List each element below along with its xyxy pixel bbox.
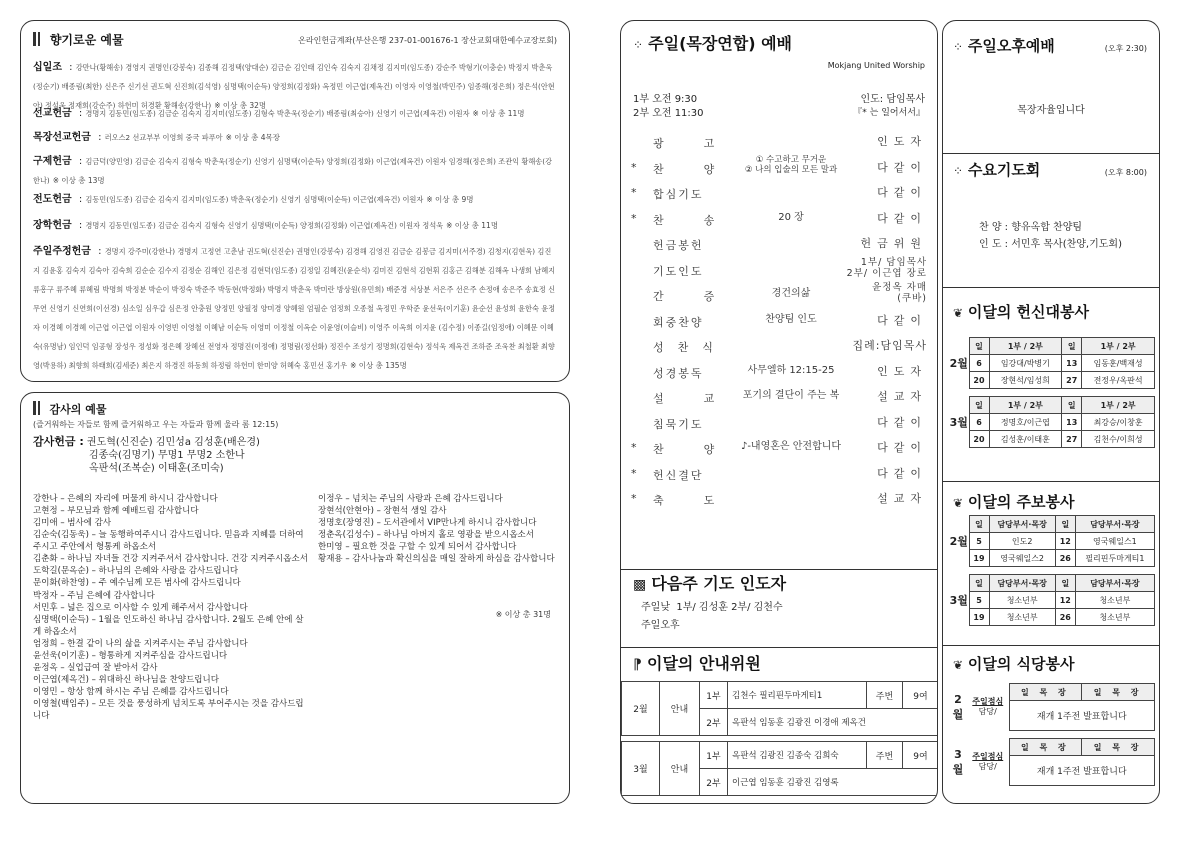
table-cell: 임동훈/백재성 — [1082, 355, 1155, 372]
offering-row-colon: : — [75, 194, 86, 205]
offering-row-names: 러오스2 선교부부 이영희 중국 파푸아 — [104, 133, 223, 142]
thanks-item: 김순숙(김동욱) – 늘 동행하여주시니 감사드립니다. 믿음과 지혜를 더하여 주시고 주안에서 형통케 하옵소서 — [33, 530, 304, 553]
worship-item-leader: 설교자 — [877, 390, 927, 403]
dedication-title-wrap — [953, 301, 1089, 322]
worship-item-detail: 포기의 결단이 주는 복 — [742, 390, 840, 401]
table-row — [949, 592, 1155, 609]
table-header-row — [949, 684, 1155, 701]
table-cell: 김성훈/이태훈 — [989, 431, 1062, 448]
table-gap-cell — [949, 389, 1155, 397]
month-cell: 2월 — [952, 692, 964, 721]
afternoon-time: (오후 2:30) — [1104, 44, 1147, 53]
bulletin-table — [949, 515, 1155, 626]
thanks-subtitle: (즐거워하는 자들로 함께 즐거워하고 우는 자들과 함께 울라 롬 12:15) — [33, 420, 279, 429]
offering-account: 온라인헌금계좌(부산은행 237-01-001676-1 장산교회대한예수교장로회) — [298, 36, 557, 45]
guide-row — [622, 682, 939, 709]
table-cell: 전정우/옥판석 — [1082, 372, 1155, 389]
worship-item-name: 찬양 — [653, 162, 755, 176]
worship-item-name: 설교 — [653, 392, 755, 405]
table-gap-cell — [949, 567, 1155, 575]
thanks-item: 도학길(문옥순) – 하나님의 은혜와 사랑을 감사드립니다 — [33, 566, 239, 577]
table-header: 담당부서·목장 — [1075, 575, 1154, 592]
offering-row-colon: : — [75, 108, 86, 119]
offering-row-label: 목장선교헌금 — [33, 132, 91, 143]
table-row — [949, 414, 1155, 431]
diamond-icon: ⁘ — [633, 38, 644, 52]
offering-row — [33, 101, 557, 120]
thanks-item: 윤정옥 – 실업급여 잘 받아서 감사 — [33, 662, 158, 673]
offering-row-colon: : — [94, 132, 105, 143]
table-cell: 영국웨일스2 — [989, 550, 1055, 567]
cafeteria-label-main: 주일점심 — [972, 696, 1004, 706]
worship-item-leader: 다같이 — [877, 211, 927, 225]
worship-item-name: 침묵기도 — [653, 417, 704, 431]
table-header: 일 — [1055, 516, 1075, 533]
nextweek-r2-label: 주일오후 — [641, 620, 680, 631]
worship-item-star: * — [631, 441, 637, 454]
table-cell: 20 — [969, 372, 989, 389]
table-cell: 5 — [969, 533, 989, 550]
offering-row-label: 전도헌금 — [33, 194, 72, 205]
table-row — [949, 431, 1155, 448]
offering-row-note: ※ 이상 총 4목장 — [225, 133, 281, 142]
table-cell: 장현석/임성희 — [989, 372, 1062, 389]
worship-item — [631, 154, 927, 186]
table-header: 1부 / 2부 — [1082, 397, 1155, 414]
wednesday-title: 수요기도회 — [967, 161, 1041, 179]
guide-part: 1부 — [700, 682, 728, 709]
cafeteria-title-wrap — [953, 653, 1075, 674]
thanks-item: 엄정희 – 한결 같이 나의 삶을 지켜주시는 주님 감사합니다 — [33, 638, 248, 649]
thanks-label: 감사헌금 : — [33, 435, 84, 448]
thanks-item: 윤선욱(이기훈) – 형통하게 지켜주심을 감사드립니다 — [33, 650, 228, 661]
table-header: 일 목 장 — [1082, 739, 1155, 756]
nextweek-r1-value: 1부/ 김성훈 2부/ 김천수 — [676, 602, 783, 613]
table-row — [949, 372, 1155, 389]
worship-item-leader: 인도자 — [877, 364, 927, 378]
nextweek-title-wrap — [633, 571, 786, 594]
offering-title: 향기로운 예물 — [49, 33, 124, 47]
offering-row — [33, 239, 557, 372]
month-cell: 2월 — [949, 535, 968, 548]
divider — [621, 647, 937, 648]
guide-count: 9여 — [903, 742, 939, 769]
divider — [943, 645, 1159, 646]
table-cell: 김천수/이희성 — [1082, 431, 1155, 448]
worship-leader — [853, 93, 925, 120]
divider — [943, 287, 1159, 288]
thanks-item: 황재용 – 감사나눔과 확신의심을 매일 잘하게 하심을 감사합니다 — [318, 554, 555, 565]
thanks-item: 서민후 – 넓은 집으로 이사할 수 있게 해주셔서 감사합니다 — [33, 602, 248, 613]
table-cell: 청소년부 — [1075, 609, 1154, 626]
cafeteria-note: 재개 1주전 발표합니다 — [1009, 756, 1155, 786]
diamond-icon: ⁘ — [953, 164, 964, 178]
table-cell: 최강승/이창훈 — [1082, 414, 1155, 431]
worship-item-leader: 다같이 — [877, 186, 927, 199]
leaf-icon: ❦ — [953, 658, 964, 672]
guide-table — [621, 681, 938, 796]
thanks-title: 감사의 예물 — [49, 403, 107, 416]
table-header: 1부 / 2부 — [989, 397, 1062, 414]
offering-row-colon: : — [65, 62, 76, 73]
table-cell: 13 — [1062, 414, 1082, 431]
table-cell: 임강대/박병기 — [989, 355, 1062, 372]
worship-item — [631, 467, 927, 492]
table-header: 1부 / 2부 — [989, 338, 1062, 355]
offering-row-note: ※ 이상 총 13명 — [52, 176, 105, 185]
worship-item-name: 헌신결단 — [653, 468, 704, 482]
thanks-item: 강한나 – 은혜의 자리에 머물게 하시니 감사합니다 — [33, 494, 218, 504]
worship-item-leader: 헌금위원 — [860, 237, 927, 250]
thanks-box — [20, 392, 570, 804]
table-cell: 6 — [969, 414, 989, 431]
section-mark-icon — [33, 32, 40, 46]
month-cell: 3월 — [952, 747, 964, 776]
guide-names: 이근엽 임동훈 김광진 김영록 — [728, 769, 939, 796]
offering-row-names: 경명지 강주미(강한나) 경명지 고정연 고춘남 권도혁(신진순) 권명인(강봉숙) 김경해 김영진 김금순 김봉금 김지미(서주경) 김청지(김현욱) 김진지 김윤홍 김숙지 김숙아 김숙희 김순순 김수지 김정순 김해인 김은정 김현덕(임도종) 김정일 김혜진(윤순석) 김미진 김현석 김현휘 김홍근 김해분 김해옥 나생희 남혜지 류흥구 류주혜 류혜림 박명희 박정분 박순이 박정숙 박준주 박동현(박정화) 박명지 박춘욱 박미란 방상원(유민희) 배준경 서상분 서은주 선은주 손정애 송은주 송효정 신무연 신영기 신연희(이선경) 심소일 심우갑 심은정 안충원 양정민 양필정 양미경 양혜원 엄필순 엄정희 오종철 옥정민 우학준 윤선욱(이기훈) 윤순선 윤성희 윤한숙 윤정자 이경혜 이경혜 이근엽 이근엽 이원자 이영빈 이영철 이혜남 이순득 이영미 이정철 이옥순 이윤영(이슬비) 이영주 이옥희 이지윤 (김수정) 이종길(임정애) 이혜문 이혜숙(유명남) 임인덕 임공형 장성우 정성화 정은혜 장혜선 전영자 정명진(이정애) 정명림(정선화) 정진수 조성기 정명희(김현숙) 정석욱 제옥건 조하준 조욱찬 최철환 최향영(박용하) 최향희 하태희(김세준) 최은지 하경진 하동희 하정림 하헌미 한미양 허혜숙 홍민선 홍기우 — [33, 247, 556, 370]
thanks-item: 장현석(안현아) – 장현석 생일 감사 — [318, 506, 447, 517]
thanks-item: 정춘옥(김성수) – 하나님 아버지 홀로 영광을 받으시옵소서 — [318, 530, 534, 541]
offering-title-wrap — [33, 31, 124, 48]
guide-count: 9여 — [903, 682, 939, 709]
wednesday-line-2: 인 도 : 서민후 목사(찬양,기도회) — [979, 239, 1122, 250]
nextweek-r1-label: 주일낮 — [641, 602, 670, 613]
thanks-item: 이정우 – 넘치는 주님의 사랑과 은혜 감사드립니다 — [318, 494, 503, 504]
thanks-title-wrap — [33, 401, 106, 417]
table-header: 일 — [1062, 338, 1082, 355]
guide-part: 2부 — [700, 709, 728, 736]
table-row — [949, 533, 1155, 550]
worship-item-name: 회중찬양 — [653, 315, 704, 329]
offering-row-note: ※ 이상 총 32명 — [214, 101, 267, 110]
cafeteria-label-sub: 담당/ — [978, 707, 997, 716]
worship-item — [631, 390, 927, 415]
guide-role: 안내 — [660, 682, 700, 736]
table-row — [949, 609, 1155, 626]
table-cell: 26 — [1055, 550, 1075, 567]
worship-item — [631, 416, 927, 441]
worship-item — [631, 314, 927, 339]
table-gap — [949, 389, 1155, 397]
table-cell: 13 — [1062, 355, 1082, 372]
offering-row-colon: : — [94, 246, 105, 257]
table-cell: 19 — [969, 609, 989, 626]
worship-item-star: * — [631, 211, 637, 225]
table-header: 일 목 장 — [1082, 684, 1155, 701]
table-gap-cell — [949, 731, 1155, 739]
offering-row-label: 선교헌금 — [33, 108, 72, 119]
table-cell: 5 — [969, 592, 989, 609]
divider — [621, 569, 937, 570]
offering-row — [33, 149, 557, 187]
worship-item-name: 기도인도 — [653, 264, 704, 278]
diamond-icon: ⁘ — [953, 40, 964, 54]
worship-item-detail: 20 장 — [778, 211, 804, 223]
worship-item-leader: 설교자 — [877, 492, 927, 505]
table-header: 담당부서·목장 — [1075, 516, 1154, 533]
cafeteria-table — [949, 683, 1155, 786]
table-cell: 필리핀두마게티1 — [1075, 550, 1154, 567]
thanks-left-list — [33, 493, 308, 722]
worship-item-name: 찬양 — [653, 443, 755, 456]
offering-row-label: 십일조 — [33, 62, 62, 73]
table-gap — [949, 567, 1155, 575]
worship-box — [620, 20, 938, 804]
worship-order — [621, 133, 937, 573]
guide-row — [622, 742, 939, 769]
afternoon-title: 주일오후예배 — [967, 37, 1055, 55]
table-header-row — [949, 739, 1155, 756]
guide-title: 이달의 안내위원 — [647, 654, 761, 673]
guide-names: 옥판석 김광진 김종숙 김희숙 — [728, 742, 867, 769]
offering-row-note: ※ 이상 총 135명 — [350, 361, 407, 370]
thanks-item: 김미애 – 범사에 감사 — [33, 518, 112, 529]
worship-item-leader: 다같이 — [877, 466, 927, 480]
thanks-line-2: 김종숙(김명기) 무명1 무명2 소한나 — [89, 450, 245, 462]
thanks-item: 고현정 – 부모님과 함께 예배드림 감사합니다 — [33, 506, 199, 517]
table-header-row — [949, 338, 1155, 355]
worship-item-star: * — [631, 160, 637, 174]
thanks-offering-list — [33, 435, 260, 475]
offering-row-label: 주일주정헌금 — [33, 246, 91, 257]
table-header: 일 — [969, 575, 989, 592]
thanks-item: 이영민 – 항상 함께 하시는 주님 은혜를 감사드립니다 — [33, 687, 229, 697]
offering-row-label: 구제헌금 — [33, 156, 72, 167]
table-header-row — [949, 575, 1155, 592]
guide-week: 주번 — [867, 682, 903, 709]
table-header-row — [949, 397, 1155, 414]
thanks-line-1: 권도혁(신진순) 김민성a 김성훈(배은경) — [86, 437, 260, 448]
cafeteria-title: 이달의 식당봉사 — [967, 655, 1075, 673]
cafeteria-label — [967, 684, 1009, 731]
worship-item-name: 광고 — [653, 137, 755, 150]
thanks-item: 이근엽(제옥건) – 위대하신 하나님을 찬양드립니다 — [33, 674, 219, 685]
table-cell: 26 — [1055, 609, 1075, 626]
worship-item — [631, 492, 927, 517]
worship-item-detail: ① 수고하고 무거운 ② 나의 입술의 모든 말과 — [744, 154, 838, 175]
thanks-item: 박정자 – 주님 은혜에 감사합니다 — [33, 590, 155, 601]
thanks-item: 정명호(장영진) – 도서관에서 VIP만나게 하시니 감사합니다 — [318, 518, 537, 529]
offering-row-names: 경명지 김동민(임도종) 김금순 김숙지 김형숙 신영기 심명택(이순득) 양정희(김정화) 이근엽(제옥건) 이원자 정석욱 — [85, 221, 444, 230]
worship-subtitle: Mokjang United Worship — [827, 61, 925, 70]
table-header: 1부 / 2부 — [1082, 338, 1155, 355]
worship-item-leader: 다같이 — [877, 441, 927, 454]
table-header: 일 — [1055, 575, 1075, 592]
table-header: 일 목 장 — [1009, 739, 1082, 756]
wednesday-details — [979, 219, 1122, 253]
table-header: 일 — [969, 516, 989, 533]
section-mark-icon — [33, 401, 40, 415]
cafeteria-label-main: 주일점심 — [972, 751, 1004, 761]
worship-time-2: 2부 오전 11:30 — [633, 108, 704, 119]
offering-row — [33, 125, 557, 144]
table-cell: 20 — [969, 431, 989, 448]
offering-row-note: ※ 이상 총 11명 — [446, 221, 499, 230]
sidebar-box — [942, 20, 1160, 804]
wednesday-title-wrap — [953, 159, 1040, 180]
table-header: 담당부서·목장 — [989, 575, 1055, 592]
offering-box — [20, 20, 570, 382]
table-gap — [949, 731, 1155, 739]
divider — [943, 481, 1159, 482]
table-cell: 12 — [1055, 533, 1075, 550]
table-cell: 영국웨일스1 — [1075, 533, 1154, 550]
worship-item-name: 성찬식 — [653, 341, 727, 354]
worship-item — [631, 212, 927, 237]
table-header: 일 — [969, 397, 989, 414]
thanks-note: ※ 이상 총 31명 — [495, 610, 551, 619]
offering-row-note: ※ 이상 총 9명 — [426, 195, 474, 204]
worship-item-leader: 집례:담임목사 — [852, 339, 927, 352]
worship-item-name: 헌금봉헌 — [653, 239, 704, 252]
table-header-row — [949, 516, 1155, 533]
bulletin-title-wrap — [953, 491, 1075, 512]
table-cell: 27 — [1062, 372, 1082, 389]
offering-row-note: ※ 이상 총 11명 — [472, 109, 525, 118]
table-cell: 19 — [969, 550, 989, 567]
dedication-table — [949, 337, 1155, 448]
cafeteria-note: 재개 1주전 발표합니다 — [1009, 701, 1155, 731]
nextweek-list — [641, 599, 783, 635]
worship-item-name: 간증 — [653, 290, 755, 303]
worship-item-leader: 다같이 — [877, 160, 927, 174]
worship-item-leader: 1부/ 담임목사 2부/ 이근엽 장로 — [846, 256, 927, 279]
worship-item-leader: 윤정옥 자매 (쿠바) — [872, 282, 927, 305]
worship-item-detail: ♪-내영혼은 안전합니다 — [740, 441, 842, 452]
guide-part: 1부 — [700, 742, 728, 769]
table-cell: 청소년부 — [1075, 592, 1154, 609]
worship-item-leader: 다같이 — [877, 415, 927, 429]
guide-month: 3월 — [622, 742, 660, 796]
cafeteria-label — [967, 739, 1009, 786]
thanks-item: 문이화(하찬영) – 주 예수님께 모든 범사에 감사드립니다 — [33, 578, 241, 589]
table-cell: 인도2 — [989, 533, 1055, 550]
month-cell: 2월 — [949, 357, 968, 370]
worship-item-leader: 인도자 — [877, 135, 927, 148]
bulletin-title: 이달의 주보봉사 — [967, 493, 1075, 511]
wednesday-time: (오후 8:00) — [1104, 168, 1147, 177]
checker-icon: ▩ — [633, 577, 647, 593]
worship-item-name: 성경봉독 — [653, 366, 704, 380]
worship-item-star: * — [631, 492, 637, 505]
worship-item-detail: 경건의삶 — [771, 288, 811, 299]
worship-title-wrap — [633, 31, 792, 54]
worship-item — [631, 186, 927, 211]
divider — [943, 153, 1159, 154]
month-cell: 3월 — [949, 594, 968, 607]
cafeteria-label-sub: 담당/ — [978, 762, 997, 771]
offering-row-names: 김금덕(양민영) 김금순 김숙지 김형숙 박춘욱(정순기) 신영기 심명택(이순득) 양정희(김정화) 이근엽(제옥건) 이원자 임경해(정은희) 조관익 황해송(강한나) — [33, 157, 552, 185]
offering-row-label: 장학헌금 — [33, 220, 72, 231]
afternoon-title-wrap — [953, 35, 1055, 56]
thanks-item: 이영철(백임주) – 모든 것을 풍성하게 넘치도록 부어주시는 것을 감사드립니다 — [33, 699, 304, 722]
table-header: 일 — [1062, 397, 1082, 414]
month-cell: 3월 — [949, 416, 968, 429]
worship-leader-1: 인도: 담임목사 — [860, 94, 925, 105]
guide-month: 2월 — [622, 682, 660, 736]
table-cell: 12 — [1055, 592, 1075, 609]
worship-item — [631, 282, 927, 313]
worship-item-name: 축도 — [653, 494, 755, 507]
offering-row-names: 경명지 김동민(임도종) 김금순 김숙지 김지미(임도종) 김형숙 박춘욱(정순기) 배종림(최승아) 신영기 이근엽(제옥건) 이원자 — [85, 109, 470, 118]
offering-row-colon: : — [75, 220, 86, 231]
offering-row — [33, 213, 557, 232]
worship-item-detail: 사무엘하 12:15-25 — [747, 364, 835, 376]
table-row — [949, 550, 1155, 567]
worship-item — [631, 441, 927, 466]
thanks-right-list — [318, 493, 558, 565]
offering-row-colon: : — [75, 156, 86, 167]
afternoon-body: 목장자율입니다 — [1017, 105, 1085, 116]
guide-names: 김천수 필리핀두마게티1 — [728, 682, 867, 709]
worship-item-name: 찬송 — [653, 213, 755, 227]
table-cell: 27 — [1062, 431, 1082, 448]
nextweek-title: 다음주 기도 인도자 — [651, 574, 787, 593]
leaf-icon: ❦ — [953, 496, 964, 510]
worship-item-star: * — [631, 466, 637, 480]
wednesday-line-1: 찬 양 : 향유옥합 찬양팀 — [979, 222, 1083, 233]
offering-row-names: 김동민(임도종) 김금순 김숙지 김지미(임도종) 박춘욱(정순기) 신영기 심명택(이순득) 이근엽(제옥건) 이원자 — [85, 195, 424, 204]
worship-times — [633, 93, 704, 121]
offering-row-names: 강만나(황해송) 경영지 권명인(강봉숙) 김종해 김정택(양대순) 김금순 김인태 김인숙 김숙지 김채정 김지미(임도종) 강순주 박형기(이충순) 박정지 박춘욱(정순기) 배종림(최한) 신은주 신기선 권도혁 신진희(김석영) 심명택(이순득) 양정희(김정화) 옥정민 이근엽(제옥건) 이영자 이영철(박민주) 임종해(정은희) 정은석(안현아) 정석욱 정재희(강순주) 하헌미 허경환 황해송(강한나) — [33, 63, 555, 110]
leaf-icon: ❦ — [953, 306, 964, 320]
thanks-item: 심명택(이순득) – 1월을 인도하신 하나님 감사합니다. 2월도 은혜 안에 살게 하옵소서 — [33, 614, 304, 637]
worship-item-name: 합심기도 — [653, 188, 704, 201]
table-cell: 청소년부 — [989, 609, 1055, 626]
table-row — [949, 355, 1155, 372]
guide-role: 안내 — [660, 742, 700, 796]
guide-part: 2부 — [700, 769, 728, 796]
guide-names: 옥판석 임동훈 김광진 이경애 제옥건 — [728, 709, 939, 736]
offering-row — [33, 187, 557, 206]
guide-title-wrap — [633, 651, 761, 674]
guide-week: 주번 — [867, 742, 903, 769]
worship-time-1: 1부 오전 9:30 — [633, 94, 698, 105]
grid-icon: ⁋ — [633, 657, 642, 673]
worship-item — [631, 339, 927, 364]
worship-title: 주일(목장연합) 예배 — [648, 34, 792, 53]
thanks-item: 김춘화 – 하나님 자녀들 건강 지켜주셔서 감사합니다. 건강 지켜주시옵소서 — [33, 554, 308, 565]
thanks-item: 한미영 – 필요한 것을 구할 수 있게 되어서 감사합니다 — [318, 542, 517, 553]
worship-item — [631, 365, 927, 390]
worship-item-star: * — [631, 186, 637, 199]
table-header: 일 — [969, 338, 989, 355]
dedication-title: 이달의 헌신대봉사 — [967, 303, 1089, 321]
table-header: 일 목 장 — [1009, 684, 1082, 701]
table-cell: 정명호/이근엽 — [989, 414, 1062, 431]
table-cell: 청소년부 — [989, 592, 1055, 609]
worship-item-detail: 찬양팀 인도 — [765, 313, 817, 325]
worship-leader-2: 『* 는 일어서서』 — [853, 108, 925, 118]
thanks-line-3: 옥판석(조복순) 이태훈(조미숙) — [89, 463, 224, 475]
table-header: 담당부서·목장 — [989, 516, 1055, 533]
worship-item-leader: 다같이 — [877, 313, 927, 327]
table-cell: 6 — [969, 355, 989, 372]
